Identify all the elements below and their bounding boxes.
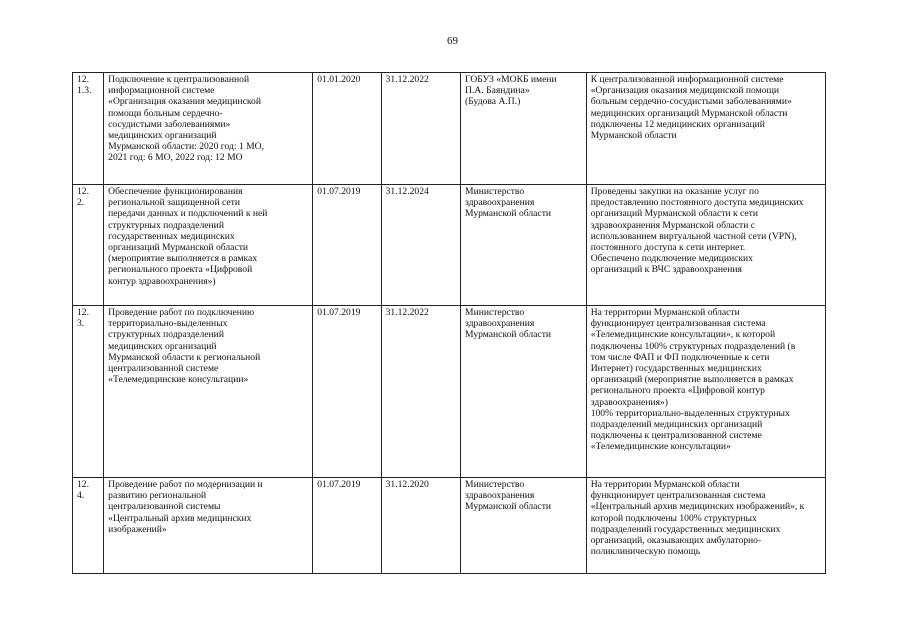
result: Проведены закупки на оказание услуг по предоставлению постоянного доступа медицинских организаций Мурманской области к сети здравоохранения Мурманской области с использованием виртуальной частной сети (VPN), постоянного доступа к сети интернет. Обеспечено подключение медицинских организаций к ВЧС здравоохранения [586, 185, 825, 306]
start-date: 01.07.2019 [313, 306, 381, 478]
measure-name: Проведение работ по модернизации и развитию региональной централизованной системы «Центральный архив медицинских изображений» [104, 478, 313, 574]
end-date: 31.12.2022 [381, 306, 460, 478]
row-number: 12. 1.3. [73, 73, 104, 185]
measure-name: Проведение работ по подключению территориально-выделенных структурных подразделений медицинских организаций Мурманской области к региональной централизованной системе «Телемедицинские консультации» [104, 306, 313, 478]
responsible: ГОБУЗ «МОКБ имени П.А. Баяндина» (Будова А.П.) [461, 73, 587, 185]
result: К централизованной информационной системе «Организация оказания медицинской помощи больным сердечно-сосудистыми заболеваниями» медицинских организаций Мурманской области подключены 12 медицинских организаций Мурманской области [586, 73, 825, 185]
page-number: 69 [447, 35, 458, 47]
responsible: Министерство здравоохранения Мурманской области [461, 185, 587, 306]
end-date: 31.12.2024 [381, 185, 460, 306]
start-date: 01.01.2020 [313, 73, 381, 185]
end-date: 31.12.2020 [381, 478, 460, 574]
start-date: 01.07.2019 [313, 185, 381, 306]
result: На территории Мурманской области функционирует централизованная система «Телемедицинские консультации», к которой подключены 100% структурных подразделений (в том числе ФАП и ФП подключенные к сети Интернет) государственных медицинских организаций (мероприятие выполняется в рамках регионального проекта «Цифровой контур здравоохранения») 100% территориально-выделенных структурных подразделений медицинских организаций подключены к централизованной системе «Телемедицинские консультации» [586, 306, 825, 478]
row-number: 12. 3. [73, 306, 104, 478]
end-date: 31.12.2022 [381, 73, 460, 185]
measure-name: Подключение к централизованной информационной системе «Организация оказания медицинской помощи больным сердечно- сосудистыми заболеваниями» медицинских организаций Мурманской области: 2020 год: 1 МО, 2021 год: 6 МО, 2022 год: 12 МО [104, 73, 313, 185]
start-date: 01.07.2019 [313, 478, 381, 574]
row-number: 12. 2. [73, 185, 104, 306]
table-row [73, 306, 826, 478]
responsible: Министерство здравоохранения Мурманской области [461, 478, 587, 574]
measures-table [72, 72, 826, 574]
result: На территории Мурманской области функционирует централизованная система «Центральный архив медицинских изображений», к которой подключены 100% структурных подразделений государственных медицинских организаций, оказывающих амбулаторно- поликлиническую помощь [586, 478, 825, 574]
table-row [73, 478, 826, 574]
table-row [73, 73, 826, 185]
measure-name: Обеспечение функционирования региональной защищенной сети передачи данных и подключений к ней структурных подразделений государственных медицинских организаций Мурманской области (мероприятие выполняется в рамках регионального проекта «Цифровой контур здравоохранения») [104, 185, 313, 306]
responsible: Министерство здравоохранения Мурманской области [461, 306, 587, 478]
row-number: 12. 4. [73, 478, 104, 574]
table-row [73, 185, 826, 306]
